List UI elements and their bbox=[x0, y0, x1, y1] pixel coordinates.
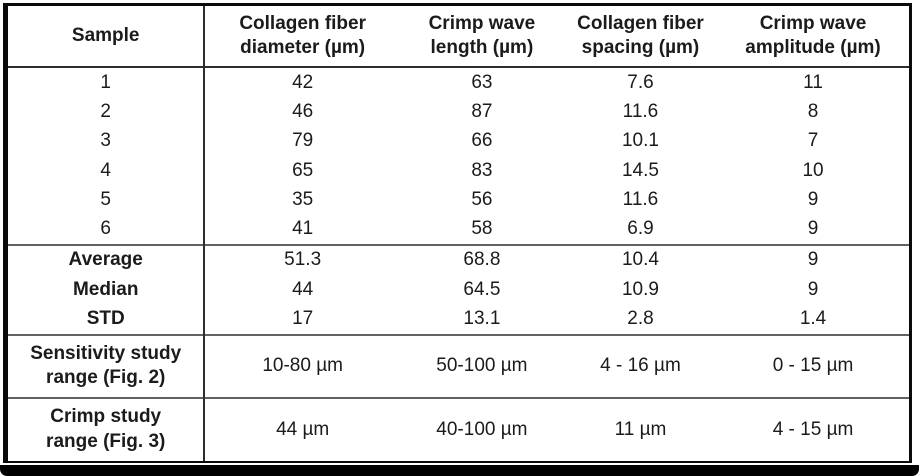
measurements-table bbox=[8, 6, 909, 461]
column-header-label: Collagen fiber spacing (µm) bbox=[577, 13, 704, 58]
sample-row-1 bbox=[8, 67, 909, 97]
row-label: 4 bbox=[8, 156, 204, 185]
table-cell: 14.5 bbox=[621, 159, 659, 181]
table-cell: 10-80 µm bbox=[204, 335, 400, 399]
table-cell: 44 µm bbox=[204, 398, 400, 461]
table-cell: 79 bbox=[292, 130, 314, 152]
table-cell: 42 bbox=[292, 71, 314, 93]
sample-row-2 bbox=[8, 97, 909, 126]
row-label: 6 bbox=[8, 214, 204, 244]
row-label: 1 bbox=[8, 67, 204, 97]
table-cell: 11.6 bbox=[622, 188, 659, 210]
table-cell: 7.6 bbox=[627, 71, 654, 93]
table-cell: 8 bbox=[807, 100, 819, 122]
column-header-crimp-wave-amplitude bbox=[717, 6, 909, 67]
table-cell: 66 bbox=[471, 130, 493, 152]
sample-row-4 bbox=[8, 156, 909, 185]
sample-row-3 bbox=[8, 127, 909, 156]
table-cell: 41 bbox=[292, 218, 314, 240]
row-label-text: Crimp study range (Fig. 3) bbox=[46, 406, 166, 453]
table-cell: 83 bbox=[471, 159, 493, 181]
median-row bbox=[8, 275, 909, 304]
table-cell: 50-100 µm bbox=[400, 335, 564, 399]
table-cell: 65 bbox=[292, 159, 314, 181]
sensitivity-range-row bbox=[8, 335, 909, 399]
table-cell: 0 - 15 µm bbox=[717, 335, 909, 399]
row-label: Average bbox=[8, 245, 204, 275]
sample-row-5 bbox=[8, 185, 909, 214]
table-cell: 13.1 bbox=[463, 308, 501, 330]
table-cell: 9 bbox=[807, 188, 819, 210]
row-label: 2 bbox=[8, 97, 204, 126]
table-cell: 44 bbox=[292, 278, 314, 300]
table-cell: 4 - 16 µm bbox=[564, 335, 717, 399]
column-header-fiber-spacing bbox=[564, 6, 717, 67]
table-cell: 11 µm bbox=[564, 398, 717, 461]
column-header-sample: Sample bbox=[8, 6, 204, 67]
row-label bbox=[8, 335, 204, 399]
header-row bbox=[8, 6, 909, 67]
row-label: 3 bbox=[8, 127, 204, 156]
table-cell: 2.8 bbox=[627, 308, 654, 330]
table-cell: 9 bbox=[807, 278, 819, 300]
table-cell: 6.9 bbox=[627, 218, 654, 240]
sample-row-6 bbox=[8, 214, 909, 244]
std-row bbox=[8, 304, 909, 334]
table-cell: 68.8 bbox=[400, 245, 564, 275]
table-cell: 10.9 bbox=[621, 278, 659, 300]
row-label bbox=[8, 398, 204, 461]
bottom-border-bar bbox=[0, 465, 919, 476]
table-cell: 51.3 bbox=[204, 245, 400, 275]
table-cell: 1.4 bbox=[799, 308, 827, 330]
column-header-crimp-wave-length bbox=[400, 6, 564, 67]
table-cell: 9 bbox=[717, 245, 909, 275]
column-header-label: Crimp wave amplitude (µm) bbox=[745, 13, 881, 58]
row-label-text: Sensitivity study range (Fig. 2) bbox=[30, 342, 182, 389]
row-label: STD bbox=[8, 304, 204, 334]
table-cell: 11 bbox=[803, 71, 823, 93]
table-cell: 10.4 bbox=[564, 245, 717, 275]
table-cell: 87 bbox=[471, 100, 493, 122]
table-cell: 58 bbox=[471, 218, 493, 240]
table-cell: 46 bbox=[292, 100, 314, 122]
table-cell: 56 bbox=[471, 188, 493, 210]
table-cell: 64.5 bbox=[463, 278, 501, 300]
table-cell: 35 bbox=[292, 188, 314, 210]
table-frame bbox=[3, 3, 912, 463]
table-cell: 63 bbox=[471, 71, 493, 93]
column-header-fiber-diameter bbox=[204, 6, 400, 67]
average-row bbox=[8, 245, 909, 275]
table-cell: 10.1 bbox=[621, 130, 659, 152]
row-label: Median bbox=[8, 275, 204, 304]
table-cell: 7 bbox=[807, 130, 819, 152]
table-cell: 11.6 bbox=[622, 100, 659, 122]
table-cell: 10 bbox=[802, 159, 824, 181]
row-label: 5 bbox=[8, 185, 204, 214]
table-cell: 9 bbox=[807, 218, 819, 240]
table-cell: 40-100 µm bbox=[400, 398, 564, 461]
crimp-range-row bbox=[8, 398, 909, 461]
column-header-label: Collagen fiber diameter (µm) bbox=[239, 13, 366, 58]
table-cell: 4 - 15 µm bbox=[717, 398, 909, 461]
column-header-label: Crimp wave length (µm) bbox=[428, 13, 536, 58]
table-cell: 17 bbox=[292, 308, 314, 330]
